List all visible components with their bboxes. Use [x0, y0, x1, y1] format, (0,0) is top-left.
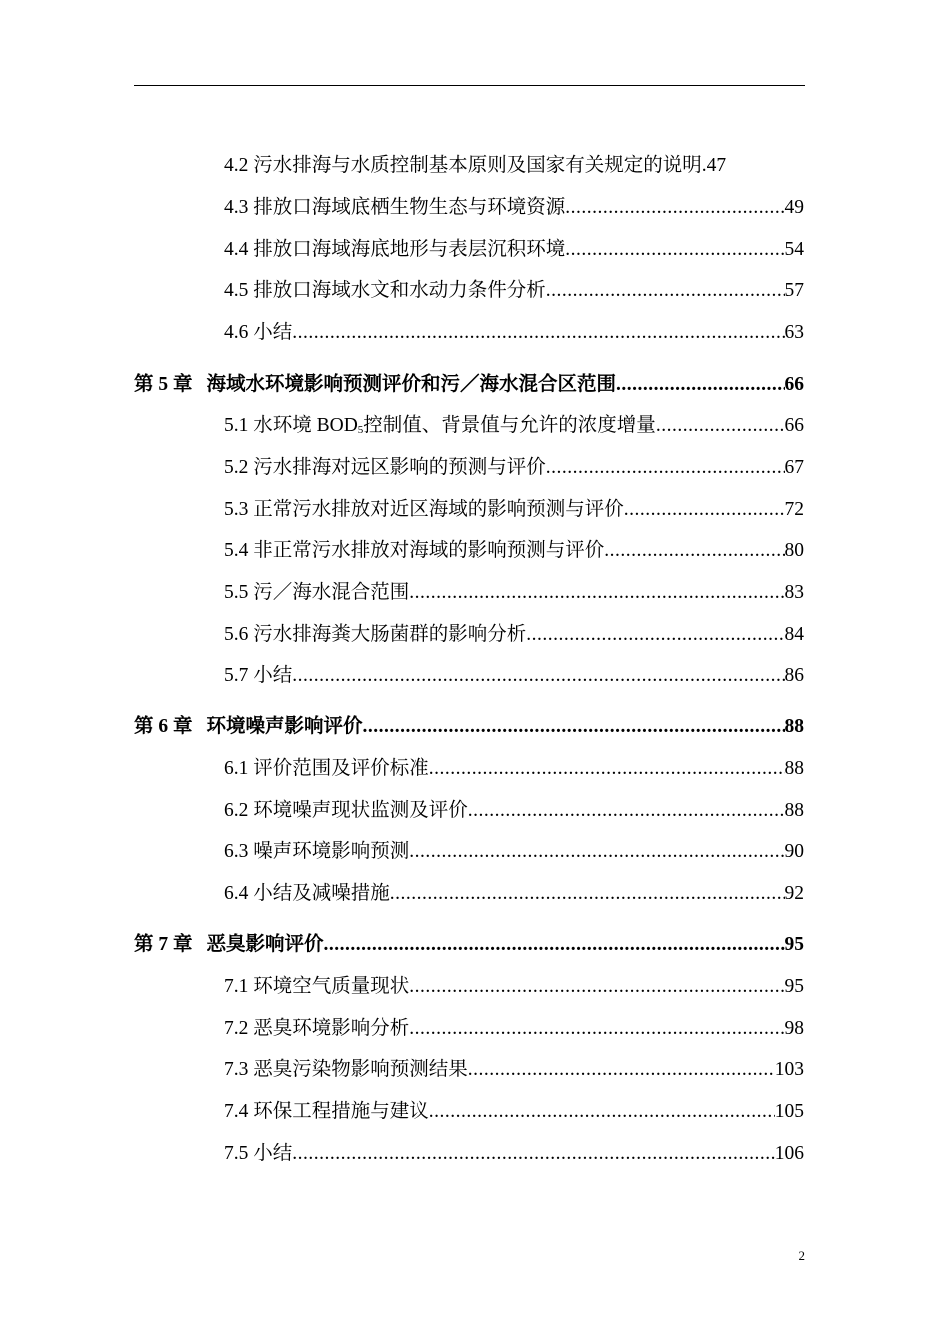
toc-entry-page: 83 — [784, 582, 804, 603]
toc-entry-title: 6.4 小结及减噪措施 — [224, 883, 390, 904]
toc-dot-leader — [324, 933, 785, 957]
toc-entry-page: 47 — [706, 155, 727, 176]
toc-entry-title: 7.1 环境空气质量现状 — [224, 976, 410, 997]
toc-entry-page: 66 — [784, 415, 804, 436]
toc-entry-4-3[interactable] — [224, 190, 804, 220]
header-rule — [134, 85, 805, 86]
toc-dot-leader — [429, 1100, 775, 1124]
toc-dot-leader — [546, 456, 785, 480]
toc-entry-6-2[interactable] — [224, 793, 804, 823]
toc-dot-leader — [409, 1017, 784, 1041]
toc-dot-leader — [565, 238, 784, 262]
toc-entry-page: 84 — [784, 624, 804, 645]
toc-entry-5-1[interactable] — [224, 408, 804, 438]
toc-entry-subscript: 5 — [357, 424, 364, 436]
toc-chapter-5[interactable] — [134, 367, 804, 397]
toc-entry-7-5[interactable] — [224, 1136, 804, 1166]
toc-entry-4-5[interactable] — [224, 273, 804, 303]
toc-entry-title: 5.2 污水排海对远区影响的预测与评价 — [224, 457, 546, 478]
toc-entry-page: 106 — [774, 1143, 804, 1164]
toc-chapter-number: 第 7 章 — [134, 934, 193, 955]
toc-dot-leader — [292, 664, 784, 688]
toc-dot-leader — [292, 1142, 774, 1166]
toc-entry-page: 98 — [784, 1018, 804, 1039]
toc-entry-page: 72 — [784, 499, 804, 520]
toc-dot-leader — [604, 539, 784, 563]
toc-entry-5-5[interactable] — [224, 575, 804, 605]
toc-chapter-name: 环境噪声影响评价 — [206, 716, 363, 737]
toc-entry-title: 4.2 污水排海与水质控制基本原则及国家有关规定的说明. — [224, 155, 707, 176]
page-number: 2 — [798, 1248, 805, 1263]
toc-dot-leader — [546, 279, 785, 303]
toc-entry-4-2[interactable] — [224, 148, 804, 178]
toc-entry-title-suffix: 控制值、背景值与允许的浓度增量 — [363, 415, 656, 436]
toc-entry-page: 90 — [784, 841, 804, 862]
toc-entry-6-3[interactable] — [224, 834, 804, 864]
toc-entry-page: 54 — [784, 239, 804, 260]
toc-entry-page: 88 — [784, 800, 804, 821]
toc-entry-5-4[interactable] — [224, 533, 804, 563]
toc-entry-5-7[interactable] — [224, 658, 804, 688]
toc-entry-title: 5.3 正常污水排放对近区海域的影响预测与评价 — [224, 499, 624, 520]
toc-entry-title: 5.7 小结 — [224, 665, 293, 686]
toc-chapter-title — [134, 933, 324, 957]
toc-entry-title: 7.2 恶臭环境影响分析 — [224, 1018, 410, 1039]
toc-entry-5-6[interactable] — [224, 617, 804, 647]
toc-dot-leader — [468, 1058, 775, 1082]
toc-dot-leader — [292, 321, 784, 345]
toc-entry-page: 86 — [784, 665, 804, 686]
toc-entry-page: 103 — [774, 1059, 804, 1080]
toc-dot-leader — [409, 840, 784, 864]
toc-entry-title: 7.5 小结 — [224, 1143, 293, 1164]
toc-entry-title: 4.5 排放口海域水文和水动力条件分析 — [224, 280, 546, 301]
toc-dot-leader — [429, 757, 785, 781]
toc-entry-title-prefix: 5.1 水环境 BOD — [224, 415, 358, 436]
toc-entry-7-1[interactable] — [224, 969, 804, 999]
toc-dot-leader — [409, 975, 784, 999]
toc-entry-page: 88 — [784, 716, 804, 737]
toc-entry-title: 4.3 排放口海域底栖生物生态与环境资源 — [224, 197, 566, 218]
toc-entry-7-3[interactable] — [224, 1052, 804, 1082]
toc-dot-leader — [656, 414, 785, 438]
toc-chapter-name: 海域水环境影响预测评价和污／海水混合区范围 — [206, 374, 617, 395]
toc-entry-5-3[interactable] — [224, 492, 804, 522]
toc-dot-leader — [616, 373, 784, 397]
toc-entry-title: 5.6 污水排海粪大肠菌群的影响分析 — [224, 624, 527, 645]
toc-entry-page: 63 — [784, 322, 804, 343]
toc-dot-leader — [624, 498, 785, 522]
toc-entry-title: 4.6 小结 — [224, 322, 293, 343]
toc-dot-leader — [565, 196, 784, 220]
toc-dot-leader — [468, 799, 785, 823]
toc-entry-title: 5.5 污／海水混合范围 — [224, 582, 410, 603]
toc-entry-6-4[interactable] — [224, 876, 804, 906]
toc-chapter-name: 恶臭影响评价 — [206, 934, 324, 955]
toc-entry-title: 5.4 非正常污水排放对海域的影响预测与评价 — [224, 540, 605, 561]
toc-chapter-title — [134, 715, 363, 739]
toc-dot-leader — [526, 623, 784, 647]
toc-chapter-7[interactable] — [134, 927, 804, 957]
toc-entry-title: 6.1 评价范围及评价标准 — [224, 758, 429, 779]
toc-dot-leader — [390, 882, 785, 906]
toc-entry-title: 7.4 环保工程措施与建议 — [224, 1101, 429, 1122]
toc-entry-page: 66 — [784, 374, 804, 395]
toc-entry-page: 49 — [784, 197, 804, 218]
toc-entry-title: 6.3 噪声环境影响预测 — [224, 841, 410, 862]
toc-entry-page: 80 — [784, 540, 804, 561]
toc-chapter-number: 第 5 章 — [134, 374, 193, 395]
toc-entry-title — [224, 414, 656, 438]
toc-chapter-number: 第 6 章 — [134, 716, 193, 737]
toc-chapter-title — [134, 373, 616, 397]
toc-entry-title: 7.3 恶臭污染物影响预测结果 — [224, 1059, 468, 1080]
toc-entry-page: 92 — [784, 883, 804, 904]
toc-entry-4-4[interactable] — [224, 232, 804, 262]
toc-entry-6-1[interactable] — [224, 751, 804, 781]
toc-entry-page: 88 — [784, 758, 804, 779]
toc-entry-7-2[interactable] — [224, 1011, 804, 1041]
toc-dot-leader — [363, 715, 785, 739]
toc-entry-4-6[interactable] — [224, 315, 804, 345]
toc-entry-page: 95 — [784, 934, 804, 955]
toc-entry-title: 6.2 环境噪声现状监测及评价 — [224, 800, 468, 821]
toc-entry-title: 4.4 排放口海域海底地形与表层沉积环境 — [224, 239, 566, 260]
toc-entry-page: 105 — [774, 1101, 804, 1122]
toc-chapter-6[interactable] — [134, 709, 804, 739]
toc-entry-page: 67 — [784, 457, 804, 478]
toc-dot-leader — [409, 581, 784, 605]
toc-entry-7-4[interactable] — [224, 1094, 804, 1124]
toc-entry-page: 95 — [784, 976, 804, 997]
toc-entry-5-2[interactable] — [224, 450, 804, 480]
toc-entry-page: 57 — [784, 280, 804, 301]
